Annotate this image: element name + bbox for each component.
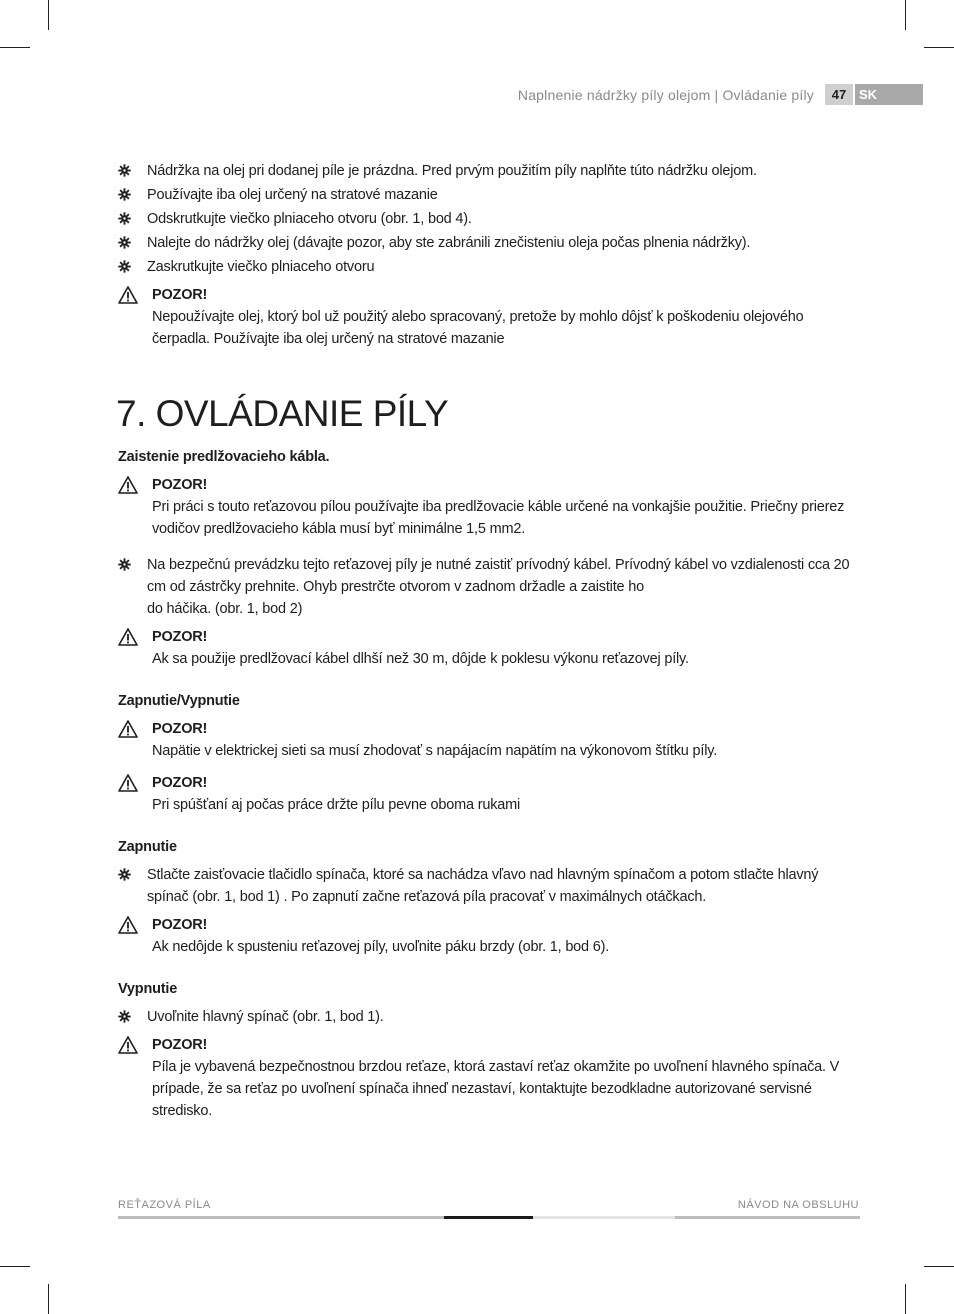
list-item: Uvoľnite hlavný spínač (obr. 1, bod 1). [118,1006,863,1028]
list-item: Na bezpečnú prevádzku tejto reťazovej píly je nutné zaistiť prívodný kábel. Prívodný kábel vo vzdialenosti cca 20 cm od zástrčky prehnite. Ohyb prestrčte otvorom v zadnom držadle a zaistite ho do háčika. (obr. 1, bod 2) [118,554,863,620]
warning-text: Nepoužívajte olej, ktorý bol už použitý alebo spracovaný, pretože by mohlo dôjsť k poškodeniu olejového čerpadla. Používajte iba olej určený na stratové mazanie [152,309,804,347]
list-item: Používajte iba olej určený na stratové mazanie [118,184,863,206]
warning-triangle-icon [118,916,138,934]
warning-triangle-icon [118,1036,138,1054]
warning-block [118,1034,863,1122]
gear-bullet-icon [118,164,131,177]
warning-title: POZOR! [152,917,208,933]
crop-mark [924,1266,954,1267]
footer-rule [118,1216,444,1219]
warning-triangle-icon [118,476,138,494]
list-item: Nalejte do nádržky olej (dávajte pozor, aby ste zabránili znečisteniu oleja počas plnenia nádržky). [118,232,863,254]
crop-mark [905,1284,906,1314]
warning-triangle-icon [118,720,138,738]
running-header: Naplnenie nádržky píly olejom | Ovládanie píly [517,87,814,103]
warning-triangle-icon [118,774,138,792]
warning-title: POZOR! [152,721,208,737]
crop-mark [924,47,954,48]
gear-bullet-icon [118,260,131,273]
gear-bullet-icon [118,212,131,225]
warning-block [118,474,863,540]
warning-title: POZOR! [152,477,208,493]
crop-mark [48,1284,49,1314]
warning-title: POZOR! [152,1037,208,1053]
subsection-heading: Vypnutie [118,981,178,997]
subsection-heading: Zapnutie [118,839,177,855]
crop-mark [48,0,49,30]
warning-block [118,718,863,762]
warning-block [118,914,863,958]
footer-rule [533,1216,675,1219]
subsection-heading: Zaistenie predlžovacieho kábla. [118,449,330,465]
warning-triangle-icon [118,286,138,304]
warning-triangle-icon [118,628,138,646]
section-title: 7. OVLÁDANIE PÍLY [116,393,449,434]
warning-text: Napätie v elektrickej sieti sa musí zhodovať s napájacím napätím na výkonovom štítku píly. [152,743,718,759]
warning-title: POZOR! [152,629,208,645]
gear-bullet-icon [118,1010,131,1023]
gear-bullet-icon [118,558,131,571]
gear-bullet-icon [118,188,131,201]
page-content [118,160,863,1122]
warning-block [118,626,863,670]
footer-product-name: REŤAZOVÁ PÍLA [118,1199,211,1211]
warning-text: Ak sa použije predlžovací kábel dlhší než 30 m, dôjde k poklesu výkonu reťazovej píly. [152,651,689,667]
language-tab: SK [855,84,923,105]
warning-title: POZOR! [152,287,208,303]
list-item: Nádržka na olej pri dodanej píle je prázdna. Pred prvým použitím píly naplňte túto nádržku olejom. [118,160,863,182]
warning-text: Píla je vybavená bezpečnostnou brzdou reťaze, ktorá zastaví reťaz okamžite po uvoľnení hlavného spínača. V prípade, že sa reťaz po uvoľnení spínača ihneď nezastaví, kontaktujte bezodkladne autorizované servisné stredisko. [152,1059,840,1119]
footer-rule [444,1216,533,1219]
crop-mark [0,1266,30,1267]
warning-block [118,772,863,816]
list-item: Zaskrutkujte viečko plniaceho otvoru [118,256,863,278]
footer-manual-label: NÁVOD NA OBSLUHU [737,1199,859,1211]
gear-bullet-icon [118,868,131,881]
warning-text: Ak nedôjde k spusteniu reťazovej píly, uvoľnite páku brzdy (obr. 1, bod 6). [152,939,610,955]
list-item: Odskrutkujte viečko plniaceho otvoru (obr. 1, bod 4). [118,208,863,230]
list-item: Stlačte zaisťovacie tlačidlo spínača, ktoré sa nachádza vľavo nad hlavným spínačom a potom stlačte hlavný spínač (obr. 1, bod 1) . Po zapnutí začne reťazová píla pracovať v maximálnych otáčkach. [118,864,863,908]
subsection-heading: Zapnutie/Vypnutie [118,693,240,709]
footer-rule [675,1216,860,1219]
crop-mark [0,47,30,48]
crop-mark [905,0,906,30]
page-number: 47 [825,84,853,105]
gear-bullet-icon [118,236,131,249]
warning-text: Pri práci s touto reťazovou pílou používajte iba predlžovacie káble určené na vonkajšie použitie. Priečny prierez vodičov predlžovacieho kábla musí byť minimálne 1,5 mm2. [152,499,845,537]
warning-block [118,284,863,350]
warning-text: Pri spúšťaní aj počas práce držte pílu pevne oboma rukami [152,797,521,813]
warning-title: POZOR! [152,775,208,791]
